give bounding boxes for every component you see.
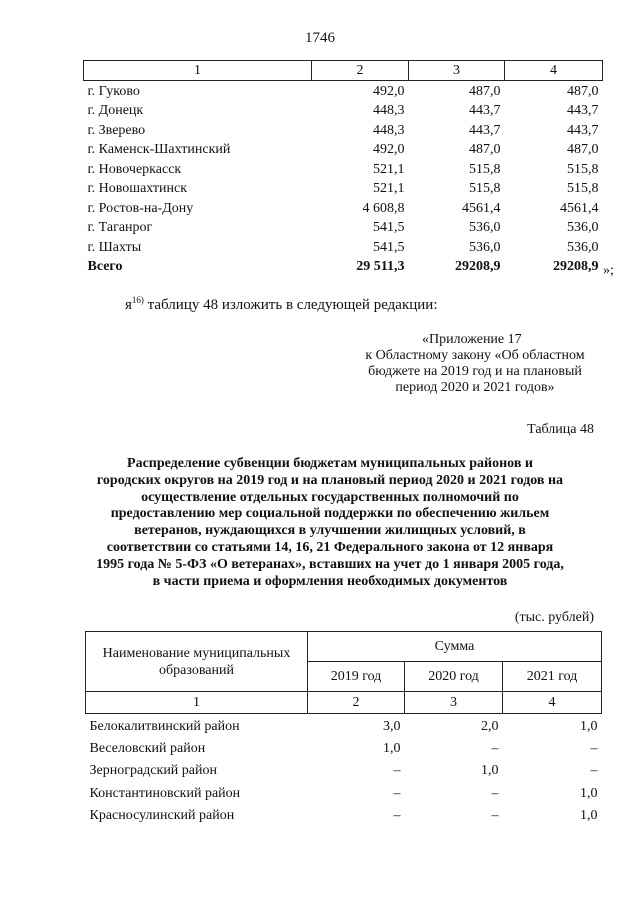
table-row	[86, 714, 602, 739]
value-2021: 536,0	[567, 220, 599, 236]
value-2021: 536,0	[567, 239, 599, 255]
municipality-name: г. Шахты	[87, 239, 142, 255]
value-2021: 487,0	[567, 83, 599, 99]
table-row	[84, 81, 603, 102]
district-name: Белокалитвинский район	[89, 719, 240, 735]
value-2020: 487,0	[469, 83, 501, 99]
value-2019: 521,1	[373, 161, 405, 177]
value-2020: –	[491, 807, 499, 823]
value-2020: 443,7	[469, 103, 501, 119]
table-row	[84, 219, 603, 239]
header-municipality: Наименование муниципальных образований	[86, 632, 308, 692]
header-sum: Сумма	[308, 632, 602, 662]
value-2020: 487,0	[469, 142, 501, 158]
table-label: Таблица 48	[527, 422, 594, 437]
value-2021: –	[590, 763, 598, 779]
value-2020: 536,0	[469, 220, 501, 236]
table-row	[84, 102, 603, 122]
municipality-name: г. Таганрог	[87, 220, 153, 236]
column-number-row	[84, 61, 603, 81]
municipality-name: г. Каменск-Шахтинский	[87, 142, 231, 158]
total-row	[84, 258, 603, 278]
value-2020: 536,0	[469, 239, 501, 255]
value-2019: 448,3	[373, 103, 405, 119]
header-year: 2020 год	[405, 662, 503, 692]
municipality-name: г. Ростов-на-Дону	[87, 200, 194, 216]
column-number: 1	[84, 61, 312, 81]
value-2019: 492,0	[373, 142, 405, 158]
instruction-text: таблицу 48 изложить в следующей редакции:	[143, 297, 438, 313]
value-2021: –	[590, 741, 598, 757]
value-2020: 4561,4	[462, 200, 501, 216]
value-2019: 448,3	[373, 122, 405, 138]
units-label: (тыс. рублей)	[514, 610, 594, 625]
value-2021: 1,0	[580, 785, 598, 801]
table-row	[84, 238, 603, 258]
value-2019: 492,0	[373, 83, 405, 99]
total-2021: 29208,9	[553, 259, 599, 275]
appendix-number: «Приложение 17	[422, 332, 522, 347]
district-name: Красносулинский район	[89, 807, 235, 823]
value-2021: 1,0	[580, 719, 598, 735]
table-row	[84, 160, 603, 180]
value-2021: 4561,4	[560, 200, 599, 216]
table-row	[86, 760, 602, 782]
district-name: Зерноградский район	[89, 763, 217, 779]
value-2021: 443,7	[567, 103, 599, 119]
district-name: Константиновский район	[89, 785, 241, 801]
total-2020: 29208,9	[455, 259, 501, 275]
column-number: 4	[505, 61, 603, 81]
column-number: 3	[405, 692, 503, 714]
column-number: 1	[86, 692, 308, 714]
value-2021: 487,0	[567, 142, 599, 158]
value-2020: –	[491, 741, 499, 757]
table-row	[84, 141, 603, 161]
value-2020: 2,0	[481, 719, 499, 735]
table-row	[84, 199, 603, 219]
municipality-name: г. Новочеркасск	[87, 161, 182, 177]
subvention-table	[85, 631, 602, 827]
value-2019: –	[393, 807, 401, 823]
municipality-name: г. Донецк	[87, 103, 144, 119]
value-2019: 1,0	[383, 741, 401, 757]
table-row	[84, 180, 603, 200]
value-2020: –	[491, 785, 499, 801]
value-2020: 515,8	[469, 161, 501, 177]
value-2019: –	[393, 763, 401, 779]
header-year: 2021 год	[503, 662, 602, 692]
district-name: Веселовский район	[89, 741, 206, 757]
appendix-law-reference: к Областному закону «Об областном бюджете на 2019 год и на плановый период 2020 и 2021 годов»	[365, 348, 585, 395]
value-2019: –	[393, 785, 401, 801]
value-2019: 521,1	[373, 181, 405, 197]
footnote-marker: 16)	[131, 295, 144, 305]
appendix-heading	[350, 332, 600, 396]
value-2021: 443,7	[567, 122, 599, 138]
municipal-table-continued	[83, 60, 603, 277]
column-number: 2	[308, 692, 405, 714]
page-number: 1746	[305, 30, 335, 46]
table-row	[86, 805, 602, 827]
table-row	[86, 738, 602, 760]
value-2020: 515,8	[469, 181, 501, 197]
municipality-name: г. Новошахтинск	[87, 181, 188, 197]
municipality-name: г. Зверево	[87, 122, 146, 138]
value-2019: 4 608,8	[362, 200, 405, 216]
table-title: Распределение субвенции бюджетам муниципальных районов и городских округов на 2019 год и на плановый период 2020 и 2021 годов на осуществление отдельных государственных полномочий по предоставлению мер социальной поддержки по обеспечению жильем ветеранов, нуждающихся в улучшении жилищных условий, в соответствии со статьями 14, 16, 21 Федерального закона от 12 января 1995 года № 5-ФЗ «О ветеранах», вставших на учет до 1 января 2005 года, в части приема и оформления необходимых документов	[96, 456, 564, 589]
column-number: 3	[409, 61, 505, 81]
value-2019: 541,5	[373, 220, 405, 236]
total-label: Всего	[87, 259, 123, 275]
table-row	[86, 783, 602, 805]
column-number: 4	[503, 692, 602, 714]
amendment-instruction	[125, 297, 438, 314]
municipality-name: г. Гуково	[87, 83, 140, 99]
value-2021: 515,8	[567, 181, 599, 197]
value-2021: 1,0	[580, 807, 598, 823]
value-2021: 515,8	[567, 161, 599, 177]
value-2020: 1,0	[481, 763, 499, 779]
total-2019: 29 511,3	[356, 259, 405, 275]
column-number-row	[86, 692, 602, 714]
value-2019: 3,0	[383, 719, 401, 735]
header-year: 2019 год	[308, 662, 405, 692]
column-number: 2	[312, 61, 409, 81]
item-letter: я	[125, 297, 132, 313]
table-row	[84, 121, 603, 141]
value-2019: 541,5	[373, 239, 405, 255]
closing-quote: »;	[603, 263, 614, 278]
value-2020: 443,7	[469, 122, 501, 138]
